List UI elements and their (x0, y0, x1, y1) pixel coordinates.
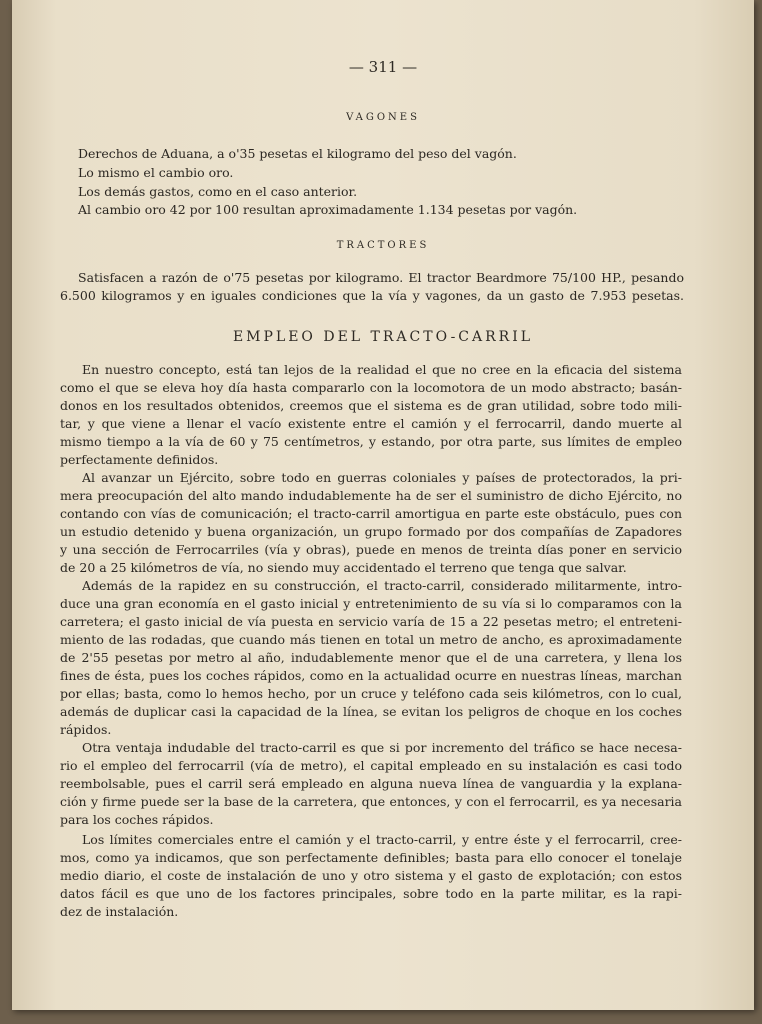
text-line: ción y firme puede ser la base de la carretera, que entonces, y con el ferrocarril, es ya necesaria (60, 794, 682, 809)
text-line: duce una gran economía en el gasto inicial y entretenimiento de su vía si lo comparamos con la (60, 596, 682, 611)
text-line: como el que se eleva hoy día hasta compararlo con la locomotora de un modo abstracto; basán- (60, 380, 682, 395)
text-line: Lo mismo el cambio oro. (78, 165, 234, 180)
text-line: Los límites comerciales entre el camión y el tracto-carril, y entre éste y el ferrocarril, cree- (82, 832, 682, 847)
text-line: reembolsable, pues el carril será empleado en alguna nueva línea de vanguardia y la explana- (60, 776, 682, 791)
text-line: dez de instalación. (60, 904, 179, 919)
text-line: En nuestro concepto, está tan lejos de la realidad el que no cree en la eficacia del sistema (82, 362, 682, 377)
text-line: 6.500 kilogramos y en iguales condiciones que la vía y vagones, da un gasto de 7.953 pesetas. (60, 288, 684, 303)
text-line: y una sección de Ferrocarriles (vía y obras), puede en menos de treinta días poner en servicio (60, 542, 682, 557)
text-line: datos fácil es que uno de los factores principales, sobre todo en la parte militar, es la rapi- (60, 886, 682, 901)
text-line: contando con vías de comunicación; el tracto-carril amortigua en parte este obstáculo, pues con (60, 506, 682, 521)
text-line: carretera; el gasto inicial de vía puesta en servicio varía de 15 a 22 pesetas metro; el entreteni- (60, 614, 682, 629)
text-line: mera preocupación del alto mando indudablemente ha de ser el suministro de dicho Ejército, no (60, 488, 682, 503)
text-line: por ellas; basta, como lo hemos hecho, por un cruce y teléfono cada seis kilómetros, con lo cual, (60, 686, 682, 701)
text-line: para los coches rápidos. (60, 812, 214, 827)
text-line: Otra ventaja indudable del tracto-carril es que si por incremento del tráfico se hace necesa- (82, 740, 682, 755)
text-line: tar, y que viene a llenar el vacío existente entre el camión y el ferrocarril, dando muerte al (60, 416, 682, 431)
text-line: rápidos. (60, 722, 112, 737)
text-line: mos, como ya indicamos, que son perfectamente definibles; basta para ello conocer el tonelaje (60, 850, 682, 865)
text-line: rio el empleo del ferrocarril (vía de metro), el capital empleado en su instalación es casi todo (60, 758, 682, 773)
text-line: además de duplicar casi la capacidad de la línea, se evitan los peligros de choque en los coches (60, 704, 682, 719)
text-line: de 2'55 pesetas por metro al año, indudablemente menor que el de una carretera, y llena los (60, 650, 682, 665)
text-line: miento de las rodadas, que cuando más tienen en total un metro de ancho, es aproximadamente (60, 632, 682, 647)
section-heading-vagones: VAGONES (346, 112, 420, 123)
text-line: de 20 a 25 kilómetros de vía, no siendo muy accidentado el terreno que tenga que salvar. (60, 560, 627, 575)
text-line: medio diario, el coste de instalación de uno y otro sistema y el gasto de explotación; con estos (60, 868, 682, 883)
section-heading-empleo: EMPLEO DEL TRACTO-CARRIL (232, 329, 534, 345)
text-line: Los demás gastos, como en el caso anterior. (78, 184, 358, 199)
text-line: fines de ésta, pues los coches rápidos, como en la actualidad ocurre en nuestras líneas, marchan (60, 668, 682, 683)
text-line: Además de la rapidez en su construcción, el tracto-carril, considerado militarmente, intro- (82, 578, 682, 593)
text-line: un estudio detenido y buena organización, un grupo formado por dos compañías de Zapadores (60, 524, 682, 539)
text-line: perfectamente definidos. (60, 452, 219, 467)
page-number: — 311 — (348, 58, 418, 76)
text-line: mismo tiempo a la vía de 60 y 75 centímetros, y estando, por otra parte, sus límites de empleo (60, 434, 682, 449)
text-line: donos en los resultados obtenidos, creemos que el sistema es de gran utilidad, sobre todo mili- (60, 398, 682, 413)
text-line: Derechos de Aduana, a o'35 pesetas el kilogramo del peso del vagón. (78, 146, 517, 161)
document-page (12, 0, 754, 1010)
text-line: Al avanzar un Ejército, sobre todo en guerras coloniales y países de protectorados, la pri- (82, 470, 682, 485)
text-line: Al cambio oro 42 por 100 resultan aproximadamente 1.134 pesetas por vagón. (78, 202, 578, 217)
text-line: Satisfacen a razón de o'75 pesetas por kilogramo. El tractor Beardmore 75/100 HP., pesando (78, 270, 684, 285)
section-heading-tractores: TRACTORES (336, 240, 430, 251)
